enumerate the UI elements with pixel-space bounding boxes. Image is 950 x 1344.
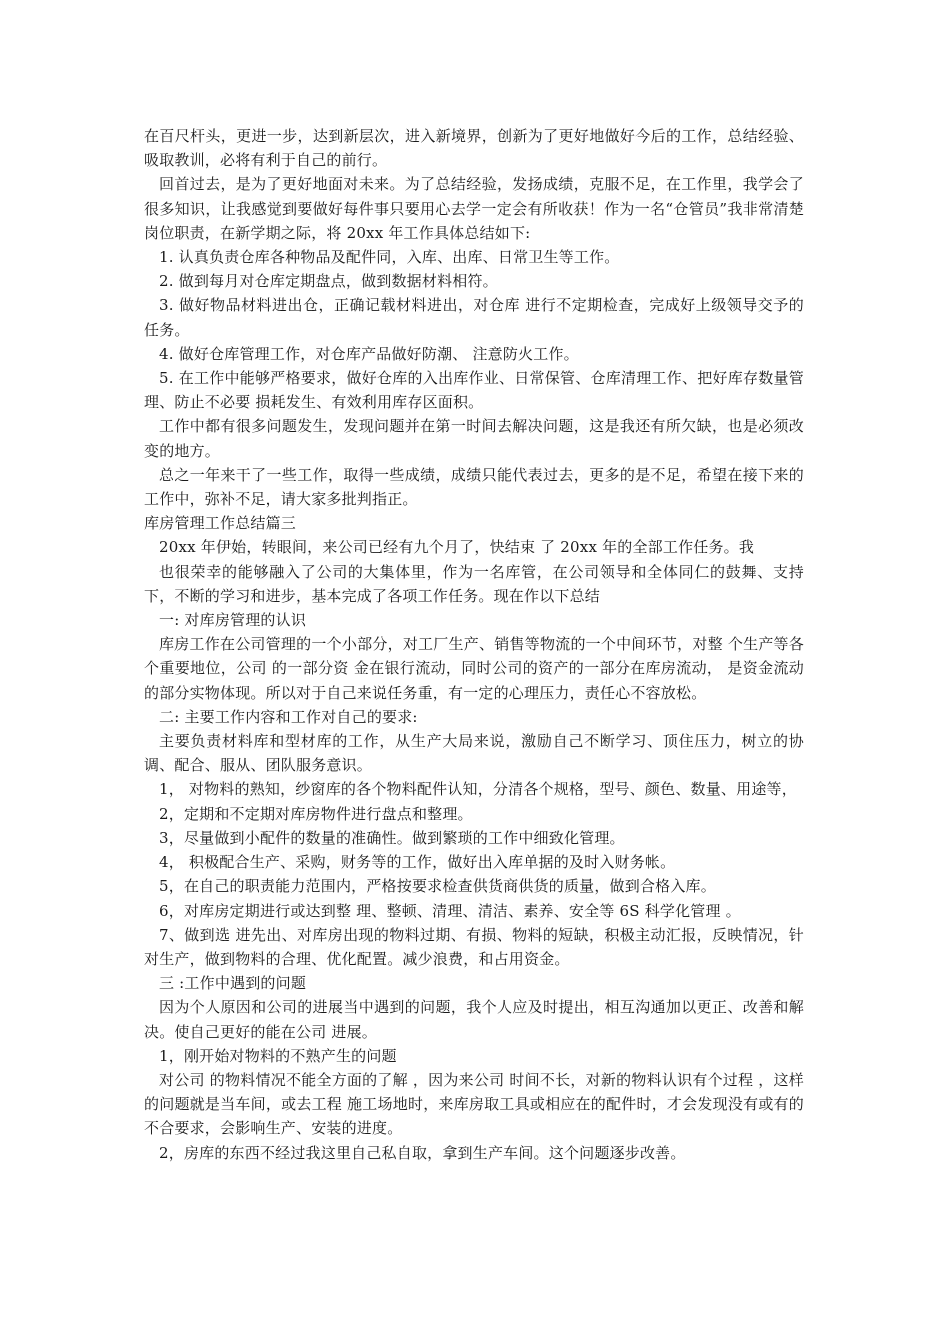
paragraph: 在百尺杆头，更进一步，达到新层次，进入新境界，创新为了更好地做好今后的工作，总结经验、吸取教训，必将有利于自己的前行。	[144, 127, 804, 170]
paragraph: 回首过去，是为了更好地面对未来。为了总结经验，发扬成绩，克服不足，在工作里，我学会了很多知识，让我感觉到要做好每件事只要用心去学一定会有所收获！作为一名“仓管员”我非常清楚岗位职责，在新学期之际，将 20xx 年工作具体总结如下:	[144, 175, 804, 242]
paragraph: 对公司 的物料情况不能全方面的了解 ，因为来公司 时间不长，对新的物料认识有个过程 ，这样的问题就是当车间，或去工程 施工场地时，来库房取工具或相应在的配件时，才会发现没有或有的不合要求，会影响生产、安装的进度。	[144, 1070, 804, 1138]
list-item: 2，房库的东西不经过我这里自己私自取，拿到生产车间。这个问题逐步改善。	[159, 1143, 686, 1162]
list-item: 1，刚开始对物料的不熟产生的问题	[159, 1046, 397, 1065]
list-item: 1， 对物料的熟知，纱窗库的各个物料配件认知，分清各个规格，型号、颜色、数量、用途等，	[159, 780, 797, 799]
list-item: 3，尽量做到小配件的数量的准确性。做到繁琐的工作中细致化管理。	[159, 828, 625, 847]
subsection-heading: 二: 主要工作内容和工作对自己的要求:	[159, 707, 418, 726]
list-item: 2，定期和不定期对库房物件进行盘点和整理。	[159, 804, 473, 823]
subsection-heading: 一: 对库房管理的认识	[159, 611, 307, 630]
list-item: 1. 认真负责仓库各种物品及配件同，入库、出库、日常卫生等工作。	[159, 248, 620, 267]
list-item: 5. 在工作中能够严格要求，做好仓库的入出库作业、日常保管、仓库清理工作、把好库存数量管理、防止不必要 损耗发生、有效利用库存区面积。	[144, 369, 804, 412]
list-item: 4， 积极配合生产、采购，财务等的工作，做好出入库单据的及时入财务帐。	[159, 853, 676, 872]
paragraph: 主要负责材料库和型材库的工作，从生产大局来说，激励自己不断学习、顶住压力，树立的协调、配合、服从、团队服务意识。	[144, 732, 804, 775]
paragraph: 工作中都有很多问题发生，发现问题并在第一时间去解决问题，这是我还有所欠缺，也是必须改变的地方。	[144, 417, 804, 460]
list-item: 6，对库房定期进行或达到整 理、整顿、清理、清洁、素养、安全等 6S 科学化管理 。	[159, 901, 741, 920]
list-item: 3. 做好物品材料进出仓，正确记载材料进出，对仓库 进行不定期检查，完成好上级领导交予的任务。	[144, 296, 804, 339]
list-item: 5，在自己的职责能力范围内，严格按要求检查供货商供货的质量，做到合格入库。	[159, 877, 716, 896]
paragraph: 20xx 年伊始，转眼间，来公司已经有九个月了，快结束 了 20xx 年的全部工作任务。我	[159, 538, 755, 557]
section-heading: 库房管理工作总结篇三	[144, 514, 297, 533]
document-body	[144, 124, 804, 1165]
paragraph: 也很荣幸的能够融入了公司的大集体里，作为一名库管，在公司领导和全体同仁的鼓舞、支持下，不断的学习和进步，基本完成了各项工作任务。现在作以下总结	[144, 562, 804, 605]
subsection-heading: 三 :工作中遇到的问题	[159, 974, 307, 993]
paragraph: 库房工作在公司管理的一个小部分，对工厂生产、销售等物流的一个中间环节，对整 个生产等各个重要地位，公司 的一部分资 金在银行流动，同时公司的资产的一部分在库房流动， 是资金流动的部分实物体现。所以对于自己来说任务重，有一定的心理压力，责任心不容放松。	[144, 635, 804, 702]
paragraph: 总之一年来干了一些工作，取得一些成绩，成绩只能代表过去，更多的是不足，希望在接下来的工作中，弥补不足，请大家多批判指正。	[144, 465, 804, 509]
list-item: 4. 做好仓库管理工作，对仓库产品做好防潮、 注意防火工作。	[159, 344, 579, 363]
list-item: 2. 做到每月对仓库定期盘点，做到数据材料相符。	[159, 272, 498, 291]
list-item: 7、做到选 进先出、对库房出现的物料过期、有损、物料的短缺，积极主动汇报，反映情况，针对生产，做到物料的合理、优化配置。减少浪费，和占用资金。	[144, 925, 804, 968]
paragraph: 因为个人原因和公司的进展当中遇到的问题，我个人应及时提出，相互沟通加以更正、改善和解决。使自己更好的能在公司 进展。	[144, 998, 804, 1041]
